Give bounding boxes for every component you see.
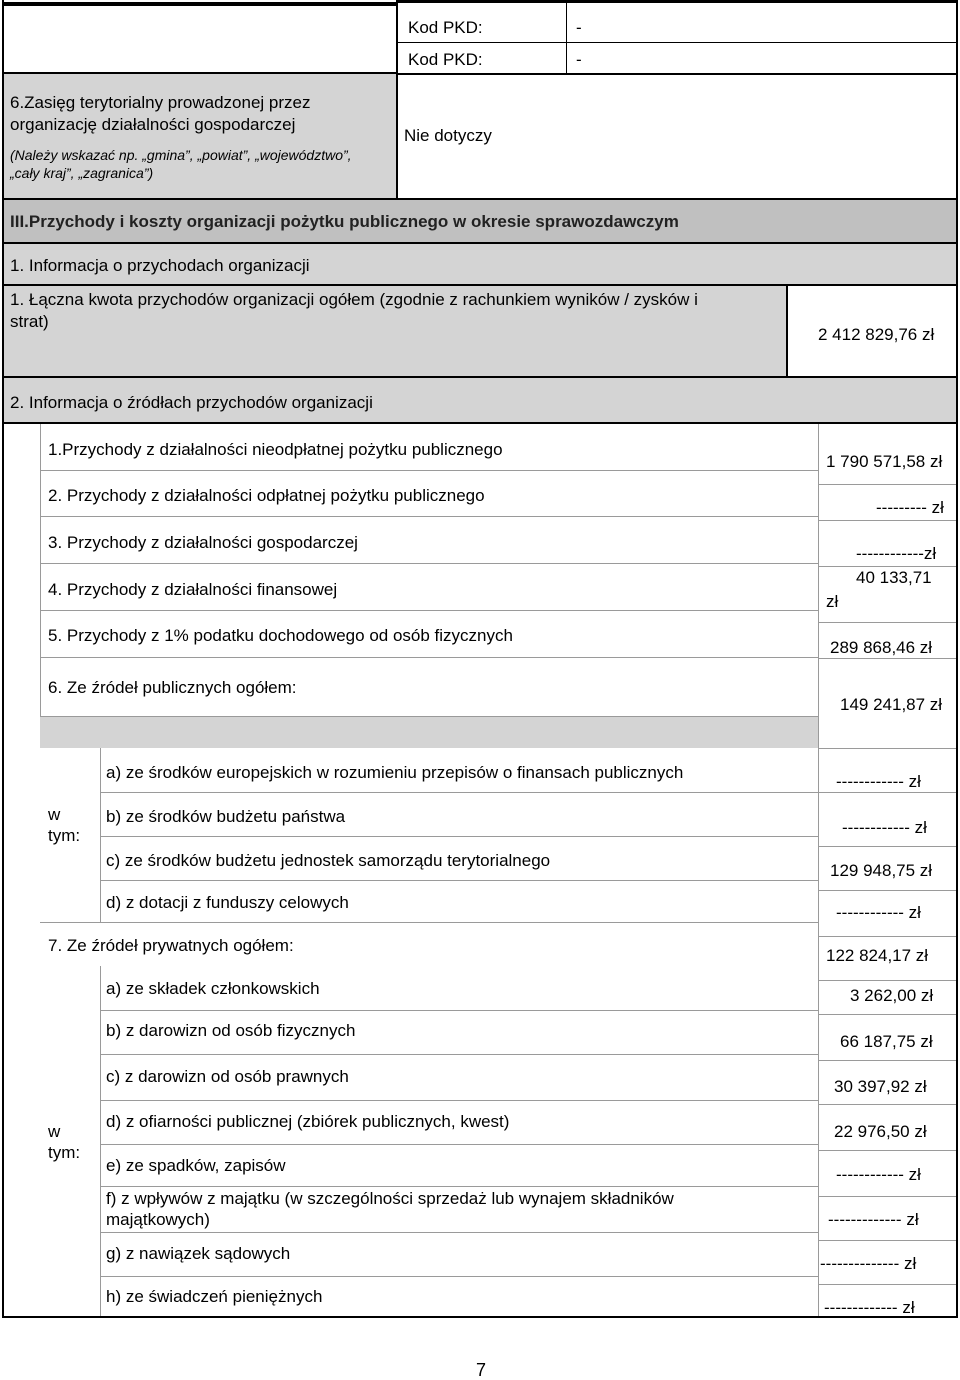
- public-b-value: ------------ zł: [842, 818, 927, 837]
- private-h-value: ------------- zł: [824, 1298, 915, 1317]
- pkd-row1-divider: [398, 42, 956, 43]
- public-c-label: c) ze środków budżetu jednostek samorządu terytorialnego: [106, 851, 551, 870]
- private-c-value: 30 397,92 zł: [834, 1077, 927, 1096]
- scope-hint-line2: „cały kraj”, „zagranica”): [10, 165, 154, 181]
- scope-value: Nie dotyczy: [404, 126, 492, 145]
- info-title: 1. Informacja o przychodach organizacji: [10, 256, 310, 275]
- public-wtym-line2: tym:: [48, 826, 81, 845]
- private-d-label: d) z ofiarności publicznej (zbiórek publicznych, kwest): [106, 1112, 510, 1131]
- private-f-label-line2: majątkowych): [106, 1210, 210, 1229]
- row6-value: 149 241,87 zł: [840, 695, 943, 714]
- private-a-value: 3 262,00 zł: [850, 986, 934, 1005]
- row5-label: 5. Przychody z 1% podatku dochodowego od osób fizycznych: [48, 626, 513, 645]
- private-b-value: 66 187,75 zł: [840, 1032, 933, 1051]
- sources-left-margin: [4, 424, 40, 1316]
- pkd-value-1: -: [576, 18, 582, 37]
- scope-title-line1: 6.Zasięg terytorialny prowadzonej przez: [10, 93, 311, 112]
- row3-value: ------------zł: [856, 544, 937, 563]
- private-c-label: c) z darowizn od osób prawnych: [106, 1067, 349, 1086]
- private-e-value: ------------ zł: [836, 1165, 921, 1184]
- page-number: 7: [476, 1360, 487, 1380]
- private-f-value: ------------- zł: [828, 1210, 919, 1229]
- public-d-label: d) z dotacji z funduszy celowych: [106, 893, 349, 912]
- row1-label: 1.Przychody z działalności nieodpłatnej pożytku publicznego: [48, 440, 503, 459]
- row7-label: 7. Ze źródeł prywatnych ogółem:: [48, 936, 294, 955]
- pkd-label-1: Kod PKD:: [408, 18, 483, 37]
- private-h-label: h) ze świadczeń pieniężnych: [106, 1287, 323, 1306]
- public-d-value: ------------ zł: [836, 903, 921, 922]
- total-label-line1: 1. Łączna kwota przychodów organizacji ogółem (zgodnie z rachunkiem wyników / zysków i: [10, 290, 698, 309]
- private-b-label: b) z darowizn od osób fizycznych: [106, 1021, 356, 1040]
- private-wtym-line2: tym:: [48, 1143, 81, 1162]
- row1-value: 1 790 571,58 zł: [826, 452, 943, 471]
- private-g-value: -------------- zł: [820, 1254, 917, 1273]
- pkd-label-2: Kod PKD:: [408, 50, 483, 69]
- section3-title: III.Przychody i koszty organizacji pożytku publicznego w okresie sprawozdawczym: [10, 212, 679, 231]
- sources-title: 2. Informacja o źródłach przychodów organizacji: [10, 393, 373, 412]
- row2-value: --------- zł: [876, 498, 944, 517]
- public-c-value: 129 948,75 zł: [830, 861, 933, 880]
- private-a-label: a) ze składek członkowskich: [106, 979, 320, 998]
- private-g-label: g) z nawiązek sądowych: [106, 1244, 291, 1263]
- private-d-value: 22 976,50 zł: [834, 1122, 927, 1141]
- row4-value: 40 133,71: [856, 568, 932, 587]
- scope-title-line2: organizację działalności gospodarczej: [10, 115, 296, 134]
- public-a-value: ------------ zł: [836, 772, 921, 791]
- row2-label: 2. Przychody z działalności odpłatnej pożytku publicznego: [48, 486, 485, 505]
- public-b-label: b) ze środków budżetu państwa: [106, 807, 346, 826]
- row7-value: 122 824,17 zł: [826, 946, 929, 965]
- row4-unit: zł: [826, 592, 839, 611]
- private-e-label: e) ze spadków, zapisów: [106, 1156, 286, 1175]
- rows-1-6-block: [40, 424, 818, 716]
- total-label-line2: strat): [10, 312, 49, 331]
- public-a-label: a) ze środków europejskich w rozumieniu przepisów o finansach publicznych: [106, 763, 684, 782]
- scope-hint-line1: (Należy wskazać np. „gmina”, „powiat”, „województwo”,: [10, 147, 352, 163]
- top-left-blank: [4, 2, 396, 72]
- pkd-row2-divider: [398, 73, 956, 75]
- row3-label: 3. Przychody z działalności gospodarczej: [48, 533, 358, 552]
- private-f-label-line1: f) z wpływów z majątku (w szczególności sprzedaż lub wynajem składników: [106, 1189, 674, 1208]
- private-wtym-line1: w: [48, 1122, 61, 1141]
- public-wtym-line1: w: [48, 805, 61, 824]
- row4-label: 4. Przychody z działalności finansowej: [48, 580, 338, 599]
- total-value: 2 412 829,76 zł: [818, 325, 935, 344]
- row5-value: 289 868,46 zł: [830, 638, 933, 657]
- pkd-value-2: -: [576, 50, 582, 69]
- row6-label: 6. Ze źródeł publicznych ogółem:: [48, 678, 297, 697]
- pkd-col-divider: [566, 3, 567, 73]
